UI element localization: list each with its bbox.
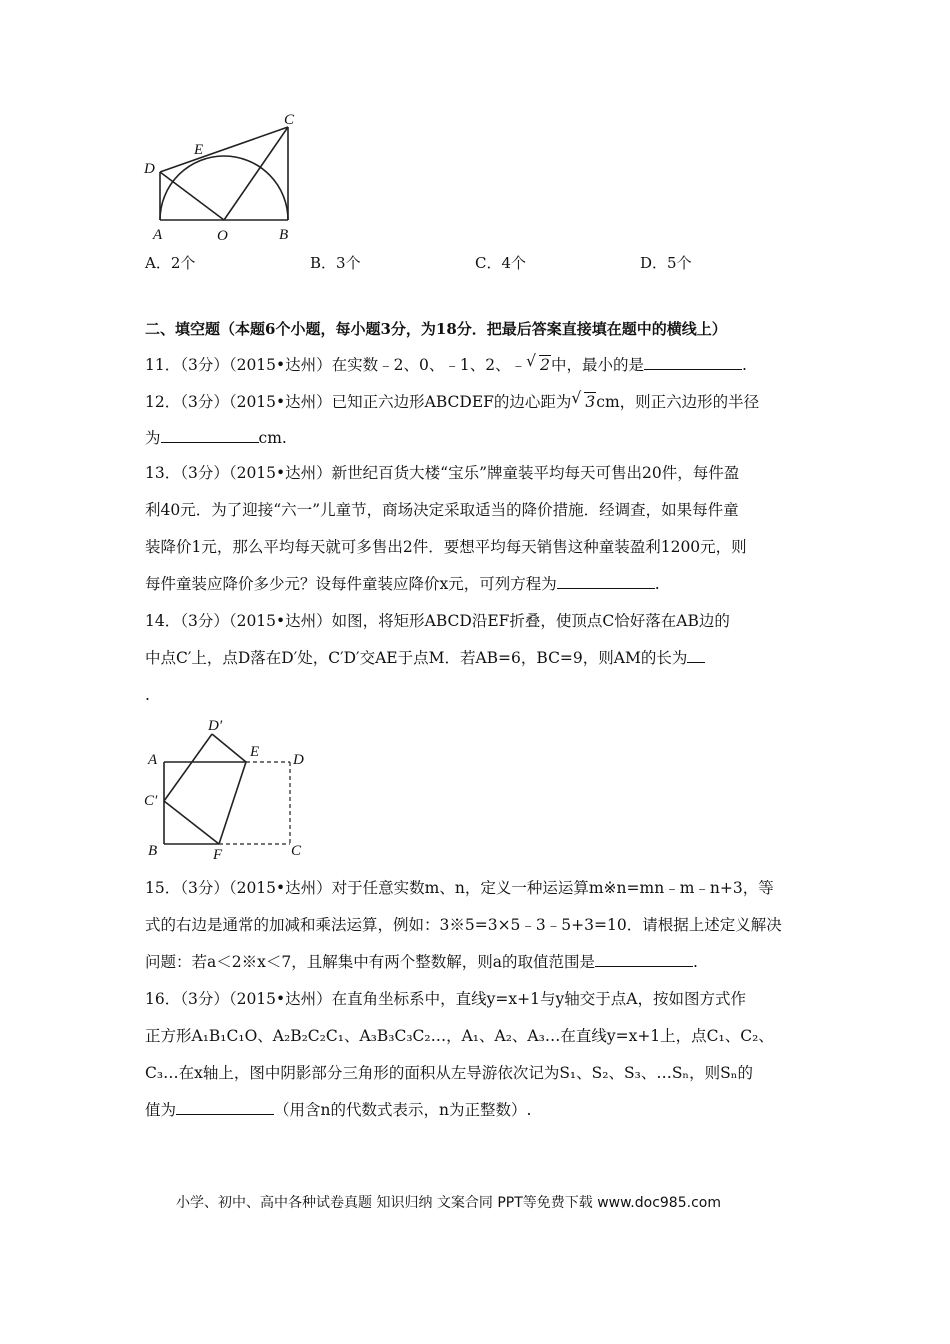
figure-rectangle-svg [140, 712, 315, 862]
label-e: E [194, 142, 204, 158]
sqrt-2: √ 2 [526, 352, 550, 374]
segment-ef [219, 762, 246, 844]
question-15-line2: 式的右边是通常的加减和乘法运算，例如：3※5=3×5﹣3﹣5+3=10．请根据上述定义解决 [145, 916, 782, 934]
question-13-line1: 13．（3分）（2015•达州）新世纪百货大楼“宝乐”牌童装平均每天可售出20件，每件盈 [145, 464, 740, 482]
answer-blank-12[interactable] [161, 428, 259, 443]
question-14-line1: 14．（3分）（2015•达州）如图，将矩形ABCD沿EF折叠，使顶点C恰好落在AB边的 [145, 612, 730, 630]
answer-blank-13[interactable] [557, 574, 655, 589]
question-12-line2 [145, 428, 287, 448]
q16-text: 值为 [145, 1101, 177, 1119]
label-b2: B [148, 843, 158, 859]
q12-text-3: 为 [145, 429, 161, 447]
label-a2: A [148, 752, 158, 768]
segment-do [160, 172, 224, 220]
label-f: F [213, 847, 223, 862]
question-16-line3: C₃…在x轴上，图中阴影部分三角形的面积从左导游依次记为S₁、S₂、S₃、…Sₙ，则Sₙ的 [145, 1064, 753, 1082]
answer-blank-14[interactable] [687, 648, 705, 663]
answer-blank-11[interactable] [644, 355, 742, 370]
question-14-line2 [145, 648, 705, 668]
question-16-line4 [145, 1100, 531, 1120]
label-e2: E [250, 744, 260, 760]
question-16-line1: 16．（3分）（2015•达州）在直角坐标系中，直线y=x+1与y轴交于点A，按如图方式作 [145, 990, 746, 1008]
q12-text-2: cm，则正六边形的半径 [596, 393, 760, 411]
answer-blank-16[interactable] [176, 1100, 274, 1115]
answer-blank-15[interactable] [595, 952, 693, 967]
figure-folded-rectangle [140, 712, 315, 862]
label-d: D [144, 161, 155, 177]
choice-d: D．5个 [640, 254, 692, 272]
q13-text: 每件童装应降价多少元？设每件童装应降价x元，可列方程为 [145, 575, 557, 593]
question-15-line3 [145, 952, 698, 972]
question-13-line2: 利40元．为了迎接“六一”儿童节，商场决定采取适当的降价措施．经调查，如果每件童 [145, 501, 739, 519]
footer-text: 小学、初中、高中各种试卷真题 知识归纳 文案合同 PPT等免费下载 www.doc985.com [176, 1195, 721, 1211]
label-d-prime: D′ [208, 718, 223, 734]
q12-text: 12．（3分）（2015•达州）已知正六边形ABCDEF的边心距为 [145, 393, 572, 411]
q16-text-2: （用含n的代数式表示，n为正整数）. [274, 1101, 532, 1119]
question-13-line4 [145, 574, 660, 594]
segment-c1f [164, 801, 219, 844]
q11-text-2: 中，最小的是 [551, 356, 645, 374]
question-12-line1 [145, 389, 760, 412]
question-15-line1: 15．（3分）（2015•达州）对于任意实数m、n，定义一种运运算m※n=mn﹣m﹣n+3，等 [145, 879, 774, 897]
choice-c: C．4个 [475, 254, 527, 272]
q13-end: . [654, 575, 660, 593]
segment-c1d1 [164, 734, 212, 801]
label-c: C [284, 112, 295, 128]
choice-a: A．2个 [145, 254, 196, 272]
q15-text: 问题：若a＜2※x＜7，且解集中有两个整数解，则a的取值范围是 [145, 953, 595, 971]
q12-text-4: cm. [258, 429, 287, 447]
q14-text: 中点C′上，点D落在D′处，C′D′交AE于点M．若AB=6，BC=9，则AM的长为 [145, 649, 688, 667]
label-o: O [217, 228, 228, 244]
sqrt-3: √ 3 [571, 389, 596, 411]
label-c-prime: C′ [144, 793, 158, 809]
label-b: B [279, 227, 289, 243]
segment-d1e [212, 734, 246, 762]
section-header: 二、填空题（本题6个小题，每小题3分，为18分．把最后答案直接填在题中的横线上） [145, 320, 727, 338]
choice-b: B．3个 [310, 254, 361, 272]
question-13-line3: 装降价1元，那么平均每天就可多售出2件．要想平均每天销售这种童装盈利1200元，则 [145, 538, 747, 556]
q11-end: . [742, 356, 747, 374]
figure-semicircle-tangents [140, 110, 310, 245]
label-a: A [153, 227, 163, 243]
q11-text: 11．（3分）（2015•达州）在实数﹣2、0、﹣1、2、﹣ [145, 356, 527, 374]
figure-semicircle-svg [140, 110, 310, 245]
q15-end: . [692, 953, 698, 971]
label-c2: C [291, 843, 302, 859]
question-14-line3: . [145, 686, 150, 704]
segment-oc [224, 127, 288, 220]
label-d2: D [293, 752, 304, 768]
question-16-line2: 正方形A₁B₁C₁O、A₂B₂C₂C₁、A₃B₃C₃C₂…，A₁、A₂、A₃…在直线y=x+1上，点C₁、C₂、 [145, 1027, 774, 1045]
segment-dc [160, 127, 288, 172]
question-11 [145, 352, 747, 375]
